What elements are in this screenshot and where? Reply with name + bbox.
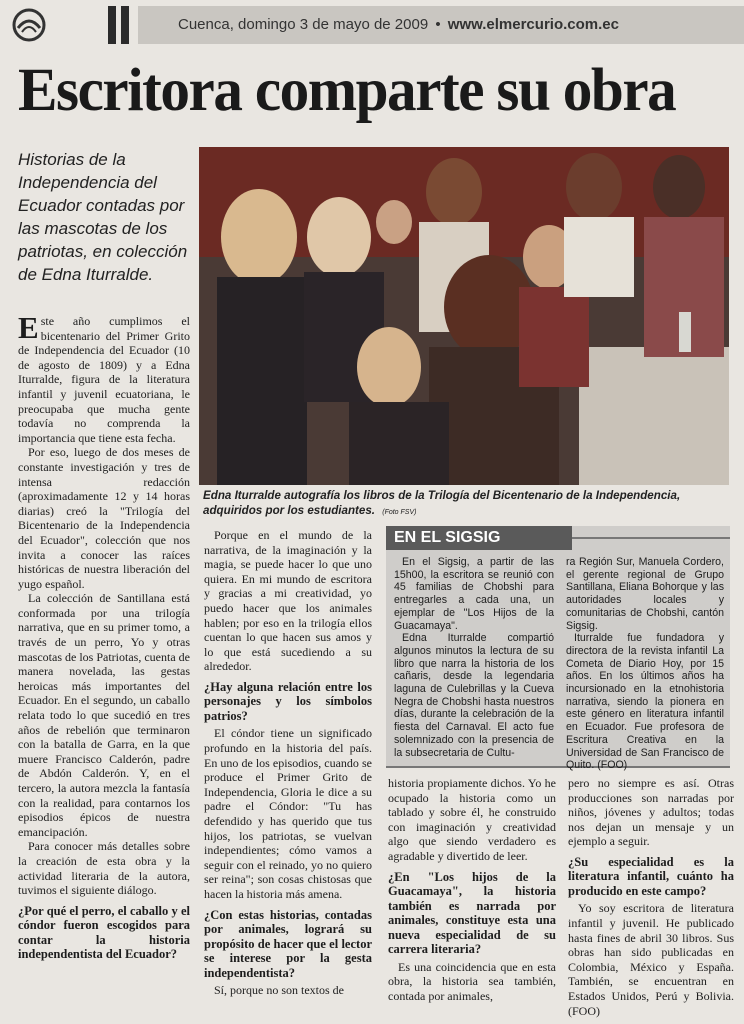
header-bar — [0, 0, 744, 44]
sidebar-heading-rule — [572, 537, 730, 539]
sidebar-right-paragraph-2: Iturralde fue fundadora y directora de la revista infantil La Cometa de Diario Hoy, por 15 años. En los últimos años ha incursionado en la etnohistoria narrativa, siendo la pionera en este género en literatura infantil en Ecuador. Fue profesora de Escritura Creativa en la Universidad de San Francisco de Quito. (FOO) — [566, 632, 724, 772]
col2-paragraph-2: El cóndor tiene un significado profundo en la historia del país. En uno de los episodios, cuando se produce el Primer Grito de Independencia, Gloria le dice a su padre el Cóndor: "Tu has defendido y has querido que tus hijos, los patriotas, se vuelvan independientes; cómo vamos a seguir con el reinado, yo no quiero ser reina"; son cosas chistosas que hacen la historia más amena. — [204, 726, 372, 901]
dateline: Cuenca, domingo 3 de mayo de 2009 — [178, 16, 429, 33]
col4-paragraph-1: pero no siempre es así. Otras producciones son narradas por niños, jóvenes y adultos; todas nos dejan un mensaje y un ejemplo a seguir. — [568, 776, 734, 849]
article-deck: Historias de la Independencia del Ecuador contadas por las mascotas de los patriotas, en colección de Edna Iturralde. — [18, 150, 188, 284]
col4-paragraph-2: Yo soy escritora de literatura infantil y juvenil. He publicado hasta fines de abril 30 libros. Sus obras han sido publicadas en Colombia, México y España. También, se encuentran en Estados Unidos, Perú y Bolivia.(FOO) — [568, 901, 734, 1018]
col1-paragraph-3: La colección de Santillana está conformada por una trilogía narrativa, que en su primer tomo, a través de un perro, Yo y otras mascotas de los Patriotas, cuenta de manera novelada, las gestas heroicas más importantes del Ecuador. En el segundo, un caballo relata todo lo que sucedió en tres años de rebelión que terminaron con la batalla de Garra, en la que muere Francisco Calderón, padre de Abdón Calderón. Y, en el tercero, la autora mezcla la fantasía con la realidad, para contarnos los episodios épicos de nuestra emancipación. — [18, 591, 190, 839]
drop-cap: E — [18, 310, 39, 345]
article-photo — [199, 147, 729, 485]
article-column-1 — [18, 310, 190, 965]
website-link[interactable]: www.elmercurio.com.ec — [447, 16, 619, 33]
photo-caption: Edna Iturralde autografía los libros de la Trilogía del Bicentenario de la Independencia, adquiridos por los estudiantes. — [203, 489, 681, 517]
col2-paragraph-3: Sí, porque no son textos de — [214, 983, 344, 998]
question-4: ¿En "Los hijos de la Guacamaya", la historia también es narrada por animales, constituye esta una nueva especialidad de su carrera literaria? — [388, 869, 556, 957]
col3-paragraph-1: historia propiamente dichos. Yo he ocupado la historia como un tablado y sobre él, he construido con imaginación y creatividad algo que siendo verdadero es agradable y divertido de leer. — [388, 776, 556, 863]
article-title: Escritora comparte su obra — [18, 57, 676, 124]
sidebar-left-paragraph-1: En el Sigsig, a partir de las 15h00, la escritora se reunió con 45 familias de Chobshi para entregarles a cada una, un ejemplar de "Los Hijos de la Guacamaya". — [394, 556, 554, 632]
sidebar-heading: EN EL SIGSIG — [386, 526, 572, 550]
photo-caption-block — [203, 489, 723, 520]
col1-paragraph-2: Por eso, luego de dos meses de constante investigación y tres de intensa redacción (aproximadamente 12 y 14 horas diarias) creó la "Trilogía del Bicentenario de la Independencia del Ecuador", colección que nos invita a conocer las raíces históricas de nuestra liberación del yugo español. — [18, 445, 190, 591]
article-column-3 — [388, 776, 556, 1003]
photo-credit: (Foto FSV) — [382, 508, 417, 516]
article-column-2 — [204, 528, 372, 998]
col1-paragraph-1: ste año cumplimos el bicentenario del Primer Grito de Independencia del Ecuador (10 de agosto de 1809) y a Edna Iturralde, figura de la literatura infantil y juvenil ecuatoriana, le preocupaba que mucha gente todavía no comprenda la importancia que tiene esta fecha. — [18, 314, 190, 445]
header-divider-bars — [108, 6, 132, 44]
question-2: ¿Hay alguna relación entre los personajes y los símbolos patrios? — [204, 679, 372, 723]
sidebar-left-column — [394, 556, 554, 759]
newspaper-logo-icon — [12, 8, 46, 42]
col1-paragraph-4: Para conocer más detalles sobre la creación de esta obra y la actividad literaria de la autora, tuvimos el siguiente diálogo. — [18, 839, 190, 898]
question-5: ¿Su especialidad es la literatura infantil, cuánto ha producido en este campo? — [568, 854, 734, 898]
sidebar-right-column — [566, 556, 724, 772]
question-3: ¿Con estas historias, contadas por animales, logrará su propósito de hacer que el lector se interese por la gesta independentista? — [204, 907, 372, 980]
sidebar-box — [386, 526, 730, 772]
sidebar-left-paragraph-2: Edna Iturralde compartió algunos minutos la lectura de su libro que narra la historia de los cañaris, desde la legendaria laguna de Culebrillas y la Cueva Negra de Chobshi hasta nuestros días, durante la celebración de la fiesta del Carnaval. El acto fue solemnizado con la presencia de la subsecretaria de Cultu- — [394, 632, 554, 759]
sidebar-right-paragraph-1: ra Región Sur, Manuela Cordero, el gerente regional de Grupo Santillana, Eliana Bohorque y las autoridades locales y comunitarias de Chobshi, cantón Sigsig. — [566, 556, 724, 632]
col2-paragraph-1: Porque en el mundo de la narrativa, de la imaginación y la magia, se puede hacer lo que uno quiera. En mi mundo de escritora y gracias a mi creatividad, yo puedo hacer que los animales hablen; por eso en la trilogía ellos cuentan lo que hacen sus amos y lo que está sucediendo a su alrededor. — [204, 528, 372, 674]
article-column-4 — [568, 776, 734, 1018]
header-dateline-row — [178, 16, 619, 33]
separator: • — [435, 16, 441, 33]
question-1: ¿Por qué el perro, el caballo y el cóndor fueron escogidos para contar la historia independentista del Ecuador? — [18, 903, 190, 962]
col3-paragraph-2: Es una coincidencia que en esta obra, la historia sea también, contada por animales, — [388, 959, 556, 1003]
